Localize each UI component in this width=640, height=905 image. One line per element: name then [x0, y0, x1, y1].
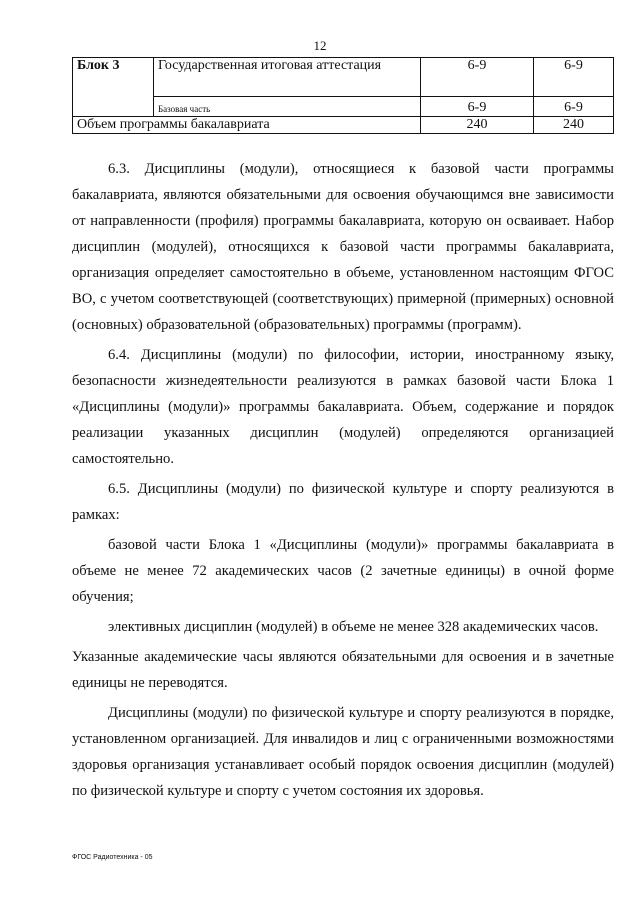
base-part-cell: Базовая часть — [154, 97, 421, 117]
paragraph-hours-note: Указанные академические часы являются обязательными для освоения и в зачетные единицы не переводятся. — [72, 649, 614, 691]
paragraph-6-5-item-1: базовой части Блока 1 «Дисциплины (модули)» программы бакалавриата в объеме не менее 72 академических часов (2 зачетные единицы) в очной форме обучения; — [72, 537, 614, 605]
table-row — [73, 97, 614, 117]
body-text — [72, 156, 614, 806]
curriculum-table — [72, 57, 614, 134]
block-name-cell: Государственная итоговая аттестация — [154, 58, 421, 97]
value-cell: 240 — [421, 117, 534, 134]
total-label-cell: Объем программы бакалавриата — [73, 117, 421, 134]
value-cell: 240 — [534, 117, 614, 134]
paragraph-6-3: 6.3. Дисциплины (модули), относящиеся к базовой части программы бакалавриата, являются обязательными для освоения обучающимся вне зависимости от направленности (профиля) программы бакалавриата, которую он осваивает. Набор дисциплин (модулей), относящихся к базовой части программы бакалавриата, организация определяет самостоятельно в объеме, установленном настоящим ФГОС ВО, с учетом соответствующей (соответствующих) примерной (примерных) основной (основных) образовательной (образовательных) программы (программ). — [72, 161, 614, 333]
table-row — [73, 58, 614, 97]
value-cell: 6-9 — [534, 97, 614, 117]
paragraph-6-5: 6.5. Дисциплины (модули) по физической культуре и спорту реализуются в рамках: — [72, 481, 614, 523]
footer: ФГОС Радиотехника - 05 — [72, 854, 153, 861]
block-cell-empty — [73, 97, 154, 117]
paragraph-6-5-item-2: элективных дисциплин (модулей) в объеме не менее 328 академических часов. — [108, 619, 599, 635]
paragraph-6-4: 6.4. Дисциплины (модули) по философии, истории, иностранному языку, безопасности жизнедеятельности реализуются в рамках базовой части Блока 1 «Дисциплины (модули)» программы бакалавриата. Объем, содержание и порядок реализации указанных дисциплин (модулей) определяются организацией самостоятельно. — [72, 347, 614, 467]
paragraph-order: Дисциплины (модули) по физической культуре и спорту реализуются в порядке, установленном организацией. Для инвалидов и лиц с ограниченными возможностями здоровья организация устанавливает особый порядок освоения дисциплин (модулей) по физической культуре и спорту с учетом состояния их здоровья. — [72, 705, 614, 799]
page-number: 12 — [313, 38, 327, 53]
value-cell: 6-9 — [534, 58, 614, 97]
table-row — [73, 117, 614, 134]
block-cell: Блок 3 — [73, 58, 154, 97]
value-cell: 6-9 — [421, 58, 534, 97]
value-cell: 6-9 — [421, 97, 534, 117]
